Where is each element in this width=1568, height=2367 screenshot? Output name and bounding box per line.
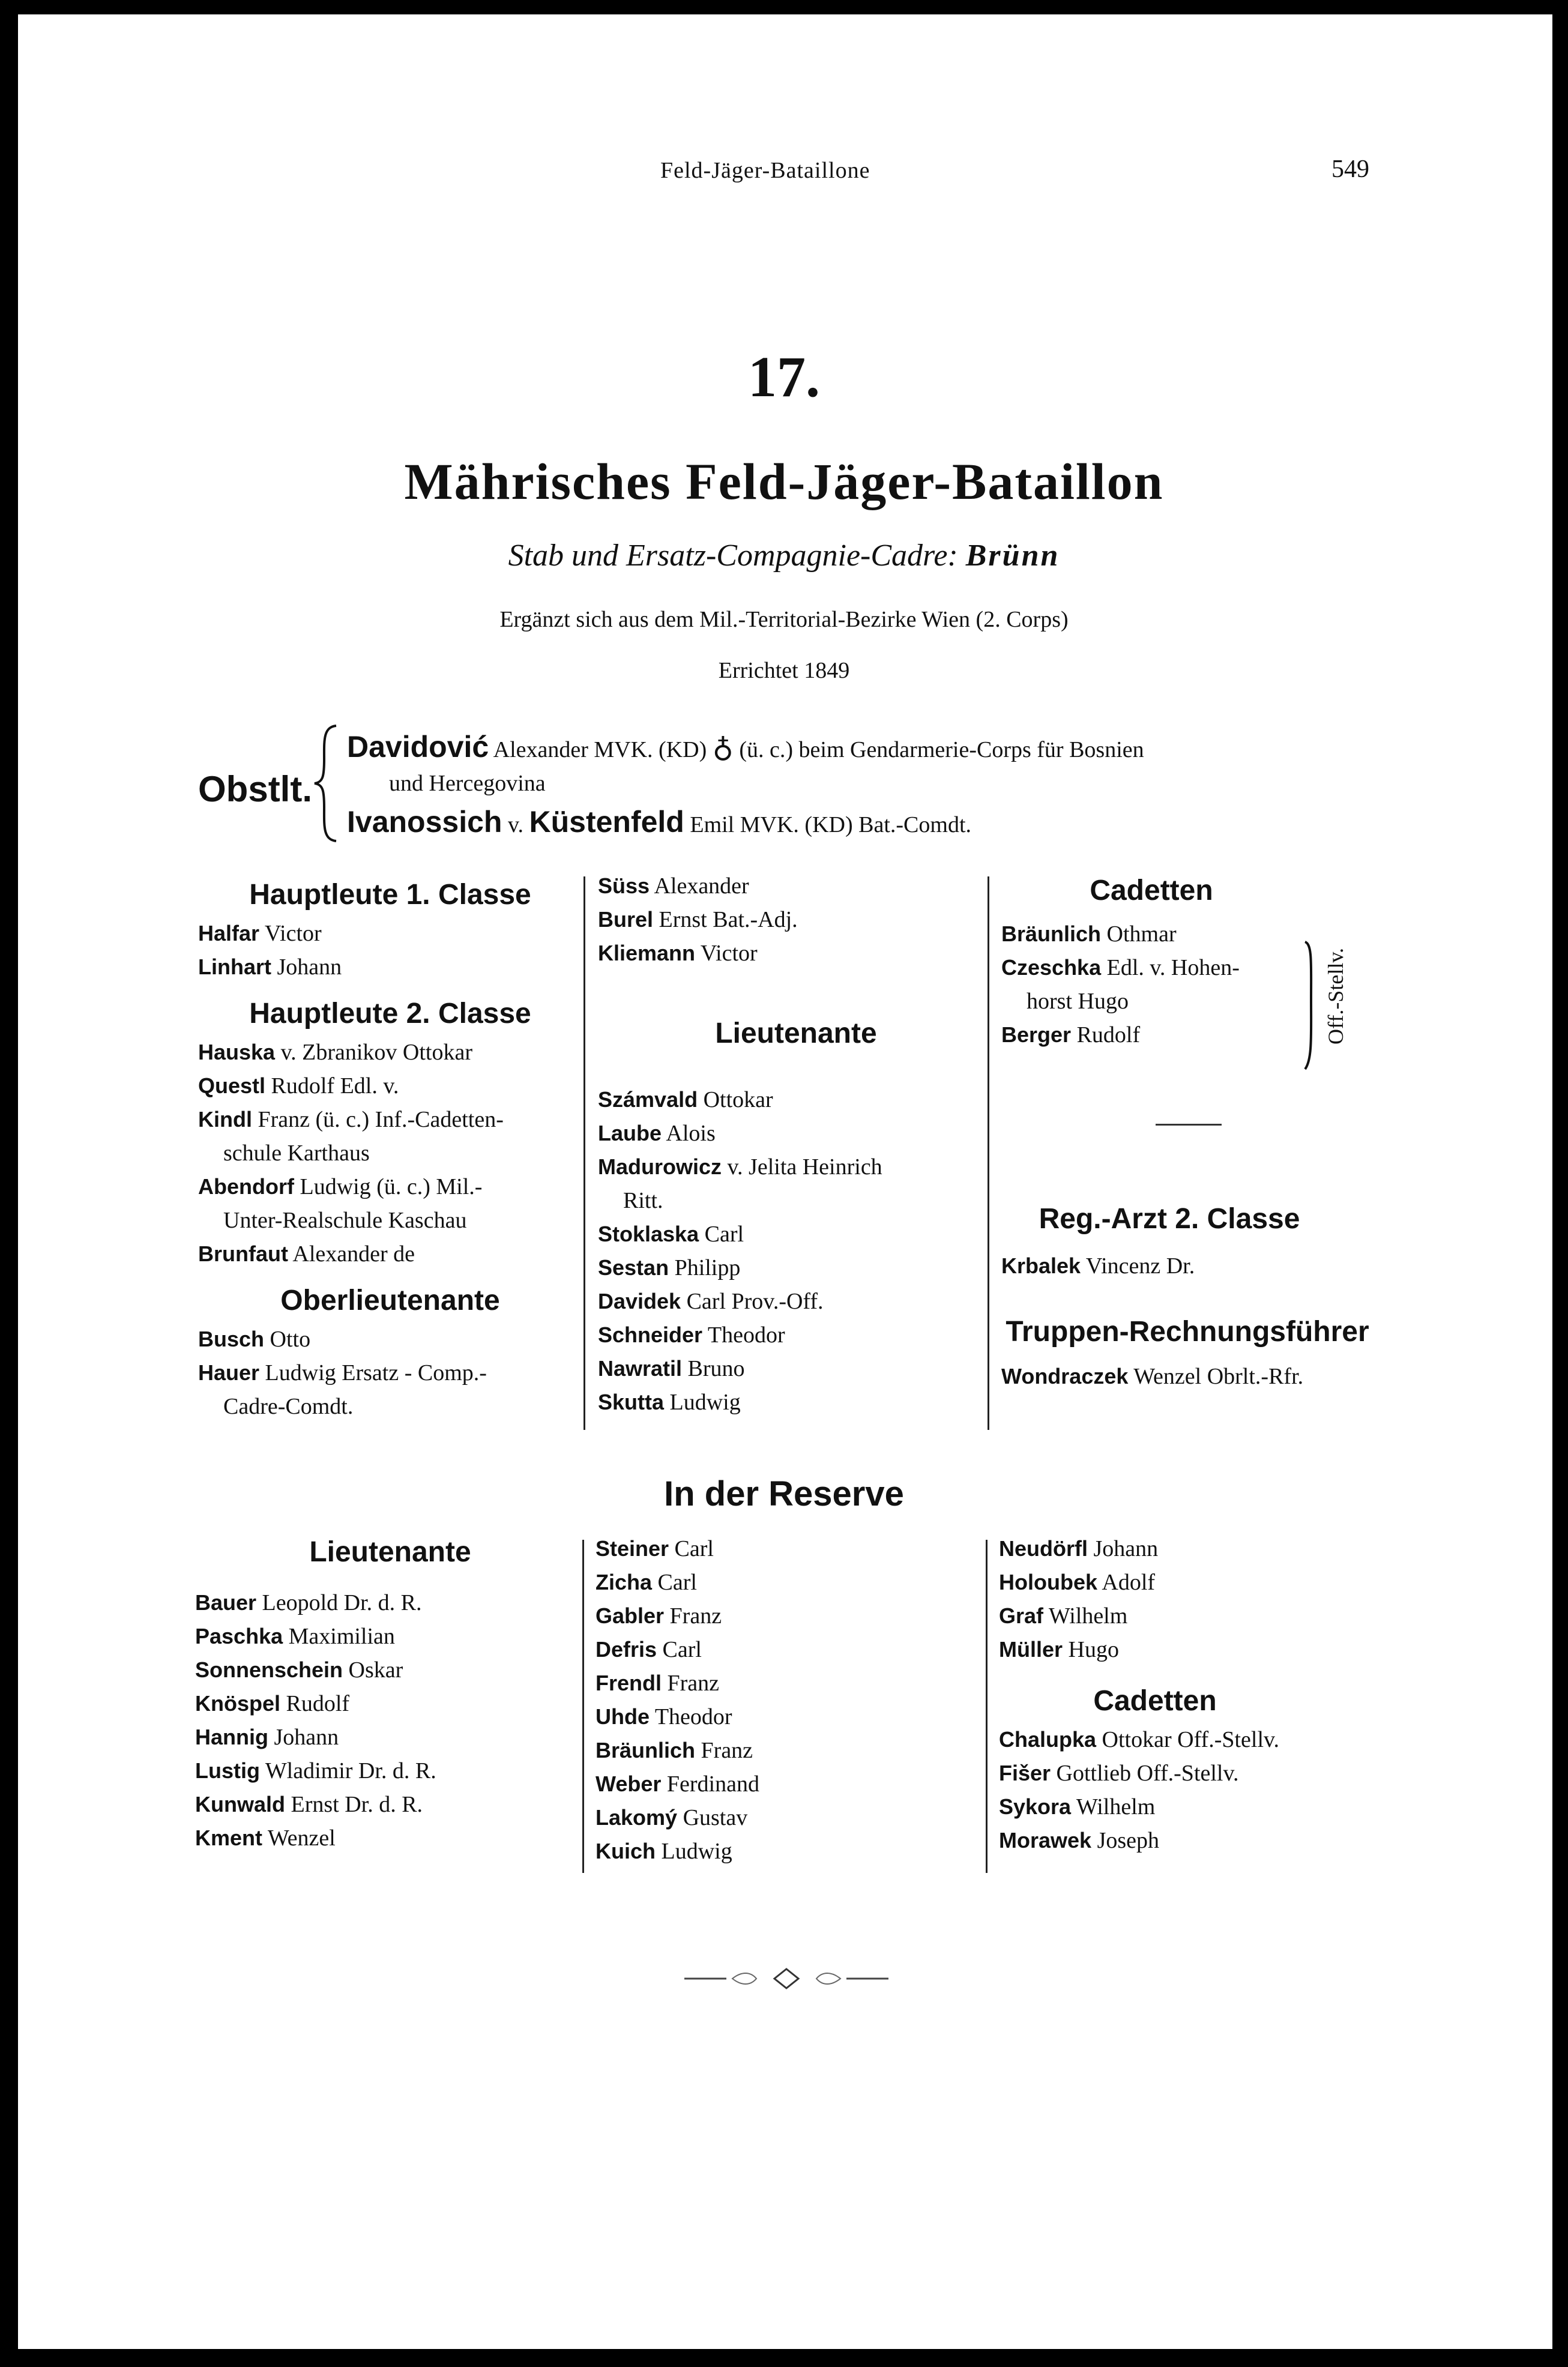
entry-rest: Franz: [667, 1671, 720, 1696]
column-rule: [988, 876, 989, 1430]
entry-rest: Gottlieb Off.-Stellv.: [1056, 1761, 1239, 1786]
entry-surname: Busch: [198, 1327, 265, 1351]
entry-rest: Carl: [662, 1637, 702, 1662]
entry-surname: Kment: [195, 1826, 263, 1850]
entry-surname: Hannig: [195, 1725, 268, 1749]
rank-label: Obstlt.: [198, 769, 312, 809]
entry-surname: Steiner: [596, 1536, 669, 1561]
list-item: [198, 1322, 582, 1356]
scan-border-bottom: [0, 2349, 1568, 2367]
list-item: [195, 1586, 585, 1620]
entry-surname: Lakomý: [596, 1805, 678, 1830]
list-item: [999, 1723, 1407, 1756]
entry-rest: Franz: [669, 1603, 722, 1629]
list-oberlieutenante: [198, 1322, 582, 1423]
entry-rest: Johann: [274, 1725, 339, 1750]
list-item: [598, 1318, 994, 1352]
list-item: [198, 1237, 582, 1271]
entry-surname: Holoubek: [999, 1570, 1098, 1594]
list-item: [198, 1356, 582, 1390]
reserve-column-3: [999, 1532, 1407, 1857]
list-item: [596, 1633, 986, 1666]
entry-rest: Theodor: [707, 1322, 785, 1348]
list-item: [195, 1687, 585, 1720]
list-item: [999, 1599, 1407, 1633]
entry-rest: Bruno: [687, 1356, 745, 1381]
entry-rest: schule Karthaus: [223, 1141, 370, 1166]
section-title: Mährisches Feld-Jäger-Bataillon: [404, 453, 1164, 510]
entry-rest: Carl Prov.-Off.: [686, 1289, 824, 1314]
entry-surname: Krbalek: [1001, 1253, 1081, 1278]
scan-border-top: [0, 0, 1568, 14]
list-item: [598, 1217, 994, 1251]
list-item: [598, 1251, 994, 1285]
entry-rest: Alexander de: [292, 1241, 415, 1267]
entry-surname: Kunwald: [195, 1792, 285, 1817]
list-item: [596, 1801, 986, 1835]
list-item: [596, 1700, 986, 1734]
column-rule: [582, 1540, 584, 1873]
curly-brace-icon: [312, 723, 342, 843]
heading-hauptleute-1: Hauptleute 1. Classe: [249, 879, 531, 911]
list-item: [598, 936, 994, 970]
entry-surname: Morawek: [999, 1828, 1092, 1853]
off-stellv-label: Off.-Stellv.: [1324, 948, 1348, 1045]
entry-surname: Brunfaut: [198, 1241, 288, 1266]
recruitment-line: Ergänzt sich aus dem Mil.-Territorial-Bezirke Wien (2. Corps): [499, 607, 1069, 632]
entry-rest: Ludwig Ersatz - Comp.-: [265, 1360, 487, 1386]
entry-rest: Wilhelm: [1076, 1794, 1156, 1820]
list-item: [198, 1103, 582, 1136]
list-item: [596, 1767, 986, 1801]
entry-surname: Chalupka: [999, 1727, 1097, 1752]
entry-surname: Knöspel: [195, 1691, 281, 1716]
entry-surname: Fišer: [999, 1761, 1051, 1785]
entry-surname: Bräunlich: [1001, 921, 1102, 946]
entry-rest: Leopold Dr. d. R.: [262, 1590, 422, 1615]
list-column-2-top: [598, 869, 994, 970]
section-subtitle: [0, 538, 1568, 573]
entry-rest: Rudolf: [1076, 1022, 1141, 1048]
entry-surname: Uhde: [596, 1704, 650, 1729]
list-item: [999, 1532, 1407, 1566]
entry-rest: Wenzel Obrlt.-Rfr.: [1133, 1364, 1304, 1389]
founded-line: Errichtet 1849: [718, 658, 850, 683]
commander-1-rest: (ü. c.) beim Gendarmerie-Corps für Bosnien: [739, 737, 1144, 762]
entry-surname: Burel: [598, 907, 654, 932]
entry-surname: Schneider: [598, 1322, 703, 1347]
heading-reserve-lieutenante: Lieutenante: [309, 1536, 471, 1568]
entry-surname: Wondraczek: [1001, 1364, 1129, 1389]
reserve-column-1: [195, 1531, 585, 1855]
entry-surname: Számvald: [598, 1087, 698, 1112]
commander-2-line: [347, 804, 971, 839]
entry-rest: Joseph: [1097, 1828, 1160, 1853]
list-reg-arzt: [1001, 1249, 1404, 1283]
entry-rest: Johann: [1093, 1536, 1159, 1561]
entry-surname: Graf: [999, 1603, 1044, 1628]
entry-rest: v. Zbranikov Ottokar: [280, 1040, 472, 1065]
commander-2-text: Emil MVK. (KD) Bat.-Comdt.: [690, 812, 971, 837]
entry-surname: Hauer: [198, 1360, 260, 1385]
list-item: [596, 1532, 986, 1566]
list-item: [198, 1170, 582, 1204]
entry-rest: Ludwig: [669, 1390, 741, 1415]
list-reserve-column-3: [999, 1532, 1407, 1666]
list-reserve-lieutenante: [195, 1586, 585, 1855]
heading-rechnungsfuehrer: Truppen-Rechnungsführer: [1006, 1316, 1369, 1348]
entry-rest: Rudolf: [286, 1691, 350, 1716]
entry-surname: Nawratil: [598, 1356, 683, 1381]
entry-surname: Sonnenschein: [195, 1657, 343, 1682]
list-item: [198, 950, 582, 984]
entry-surname: Kuich: [596, 1839, 656, 1863]
entry-rest: Vincenz Dr.: [1085, 1253, 1195, 1279]
separator-dash: [1156, 1124, 1222, 1126]
list-item: [1001, 1360, 1404, 1393]
entry-rest: Johann: [277, 954, 342, 980]
commander-2-surname-2: Küstenfeld: [529, 805, 684, 839]
list-item: [999, 1756, 1407, 1790]
entry-surname: Frendl: [596, 1671, 662, 1695]
active-column-3-lower: [1001, 1198, 1404, 1393]
list-item: [598, 1285, 994, 1318]
commander-1-surname: Davidović: [347, 730, 489, 764]
entry-surname: Lustig: [195, 1758, 260, 1783]
list-item: [999, 1566, 1407, 1599]
entry-surname: Süss: [598, 873, 650, 898]
entry-rest: Philipp: [674, 1255, 741, 1280]
entry-rest: Alexander: [654, 873, 749, 899]
entry-rest: Adolf: [1102, 1570, 1156, 1595]
entry-surname: Berger: [1001, 1022, 1072, 1047]
list-item: [999, 1790, 1407, 1824]
page-number: 549: [1331, 155, 1369, 183]
entry-rest: Wilhelm: [1048, 1603, 1128, 1629]
reserve-title: In der Reserve: [664, 1474, 904, 1513]
list-reserve-cadetten: [999, 1723, 1407, 1857]
entry-rest: Edl. v. Hohen-: [1106, 955, 1240, 980]
entry-rest: Ernst Bat.-Adj.: [659, 907, 798, 932]
running-head: Feld-Jäger-Bataillone: [660, 158, 870, 183]
list-reserve-column-2: [596, 1532, 986, 1868]
entry-surname: Davidek: [598, 1289, 681, 1313]
list-item: [195, 1821, 585, 1855]
entry-surname: Zicha: [596, 1570, 653, 1594]
entry-surname: Abendorf: [198, 1174, 294, 1199]
entry-rest: Othmar: [1106, 921, 1177, 947]
entry-surname: Questl: [198, 1073, 266, 1098]
entry-rest: Carl: [674, 1536, 714, 1561]
entry-rest: Ferdinand: [666, 1771, 759, 1797]
list-item: [598, 1352, 994, 1386]
entry-surname: Neudörfl: [999, 1536, 1088, 1561]
entry-surname: Kindl: [198, 1107, 252, 1132]
list-item: [198, 1390, 582, 1423]
list-item: [198, 1136, 582, 1170]
commander-1-text: Alexander MVK. (KD): [493, 737, 707, 762]
list-item: [198, 1204, 582, 1237]
entry-rest: Unter-Realschule Kaschau: [223, 1208, 467, 1233]
list-item: [1001, 917, 1404, 951]
entry-surname: Madurowicz: [598, 1154, 722, 1179]
entry-rest: Ritt.: [623, 1188, 663, 1213]
list-item: [598, 869, 994, 903]
entry-rest: Ludwig (ü. c.) Mil.-: [300, 1174, 483, 1199]
entry-surname: Gabler: [596, 1603, 665, 1628]
entry-surname: Skutta: [598, 1390, 665, 1414]
heading-oberlieutenante: Oberlieutenante: [280, 1285, 500, 1316]
entry-rest: Ottokar: [703, 1087, 773, 1112]
entry-rest: Hugo: [1068, 1637, 1119, 1662]
entry-rest: Gustav: [683, 1805, 748, 1830]
commander-1-line: [347, 729, 1144, 764]
entry-rest: Ernst Dr. d. R.: [291, 1792, 423, 1817]
entry-surname: Bräunlich: [596, 1738, 696, 1762]
heading-lieutenante: Lieutenante: [715, 1018, 877, 1049]
entry-surname: Halfar: [198, 921, 260, 945]
heading-hauptleute-2: Hauptleute 2. Classe: [249, 998, 531, 1030]
list-hauptleute-1: [198, 917, 582, 984]
list-item: [596, 1566, 986, 1599]
section-number: 17.: [748, 345, 820, 409]
active-column-2: [598, 869, 994, 1419]
entry-rest: Wladimir Dr. d. R.: [265, 1758, 436, 1784]
entry-rest: Franz (ü. c.) Inf.-Cadetten-: [258, 1107, 504, 1132]
entry-surname: Stoklaska: [598, 1222, 699, 1246]
entry-surname: Defris: [596, 1637, 657, 1662]
entry-surname: Laube: [598, 1121, 662, 1145]
entry-rest: Carl: [704, 1222, 744, 1247]
heading-reserve-cadetten: Cadetten: [1093, 1685, 1217, 1717]
list-lieutenante: [598, 1083, 994, 1419]
list-item: [598, 1184, 994, 1217]
list-item: [598, 1150, 994, 1184]
commander-2-v: v.: [507, 812, 523, 837]
entry-surname: Sykora: [999, 1794, 1072, 1819]
order-symbol-icon: ♁: [712, 732, 734, 764]
entry-rest: Maximilian: [288, 1624, 395, 1649]
entry-rest: Wenzel: [267, 1826, 336, 1851]
list-item: [198, 1069, 582, 1103]
entry-rest: Rudolf Edl. v.: [271, 1073, 399, 1099]
entry-surname: Paschka: [195, 1624, 283, 1648]
list-item: [596, 1666, 986, 1700]
entry-rest: Victor: [700, 941, 758, 966]
list-item: [195, 1720, 585, 1754]
entry-surname: Kliemann: [598, 941, 696, 965]
entry-surname: Müller: [999, 1637, 1063, 1662]
list-item: [195, 1653, 585, 1687]
entry-surname: Czeschka: [1001, 955, 1102, 980]
entry-rest: Otto: [270, 1327, 311, 1352]
entry-rest: Victor: [264, 921, 322, 946]
subtitle-place: Brünn: [965, 538, 1060, 573]
list-item: [596, 1599, 986, 1633]
entry-surname: Bauer: [195, 1590, 257, 1615]
entry-rest: Ludwig: [661, 1839, 732, 1864]
active-column-1: [198, 873, 582, 1423]
column-rule: [986, 1540, 988, 1873]
list-rechnungsfuehrer: [1001, 1360, 1404, 1393]
entry-surname: Linhart: [198, 954, 271, 979]
list-item: [598, 903, 994, 936]
commander-1-continuation: und Hercegovina: [389, 771, 546, 796]
heading-cadetten: Cadetten: [1090, 875, 1213, 906]
list-hauptleute-2: [198, 1036, 582, 1271]
list-item: [198, 917, 582, 950]
entry-surname: Sestan: [598, 1255, 669, 1280]
column-rule: [583, 876, 585, 1430]
list-item: [195, 1620, 585, 1653]
entry-rest: Carl: [657, 1570, 697, 1595]
entry-surname: Weber: [596, 1771, 662, 1796]
list-item: [195, 1754, 585, 1788]
entry-surname: Hauska: [198, 1040, 276, 1064]
entry-rest: horst Hugo: [1027, 989, 1129, 1014]
entry-rest: Oskar: [348, 1657, 403, 1683]
list-item: [598, 1083, 994, 1117]
list-item: [596, 1835, 986, 1868]
entry-rest: Theodor: [654, 1704, 732, 1729]
reserve-column-2: [596, 1532, 986, 1868]
list-item: [195, 1788, 585, 1821]
entry-rest: Franz: [701, 1738, 753, 1763]
entry-rest: Cadre-Comdt.: [223, 1394, 354, 1419]
list-item: [598, 1117, 994, 1150]
entry-rest: Alois: [666, 1121, 716, 1146]
entry-rest: v. Jelita Heinrich: [727, 1154, 882, 1180]
list-item: [999, 1824, 1407, 1857]
subtitle-text: Stab und Ersatz-Compagnie-Cadre:: [508, 538, 958, 573]
list-item: [1001, 1249, 1404, 1283]
entry-rest: Ottokar Off.-Stellv.: [1102, 1727, 1280, 1752]
list-item: [596, 1734, 986, 1767]
bracket-icon: [1301, 939, 1319, 1072]
ornament-icon: [684, 1967, 888, 1991]
list-item: [999, 1633, 1407, 1666]
heading-reg-arzt: Reg.-Arzt 2. Classe: [1039, 1203, 1300, 1235]
list-item: [598, 1386, 994, 1419]
commander-2-surname: Ivanossich: [347, 805, 502, 839]
list-item: [198, 1036, 582, 1069]
